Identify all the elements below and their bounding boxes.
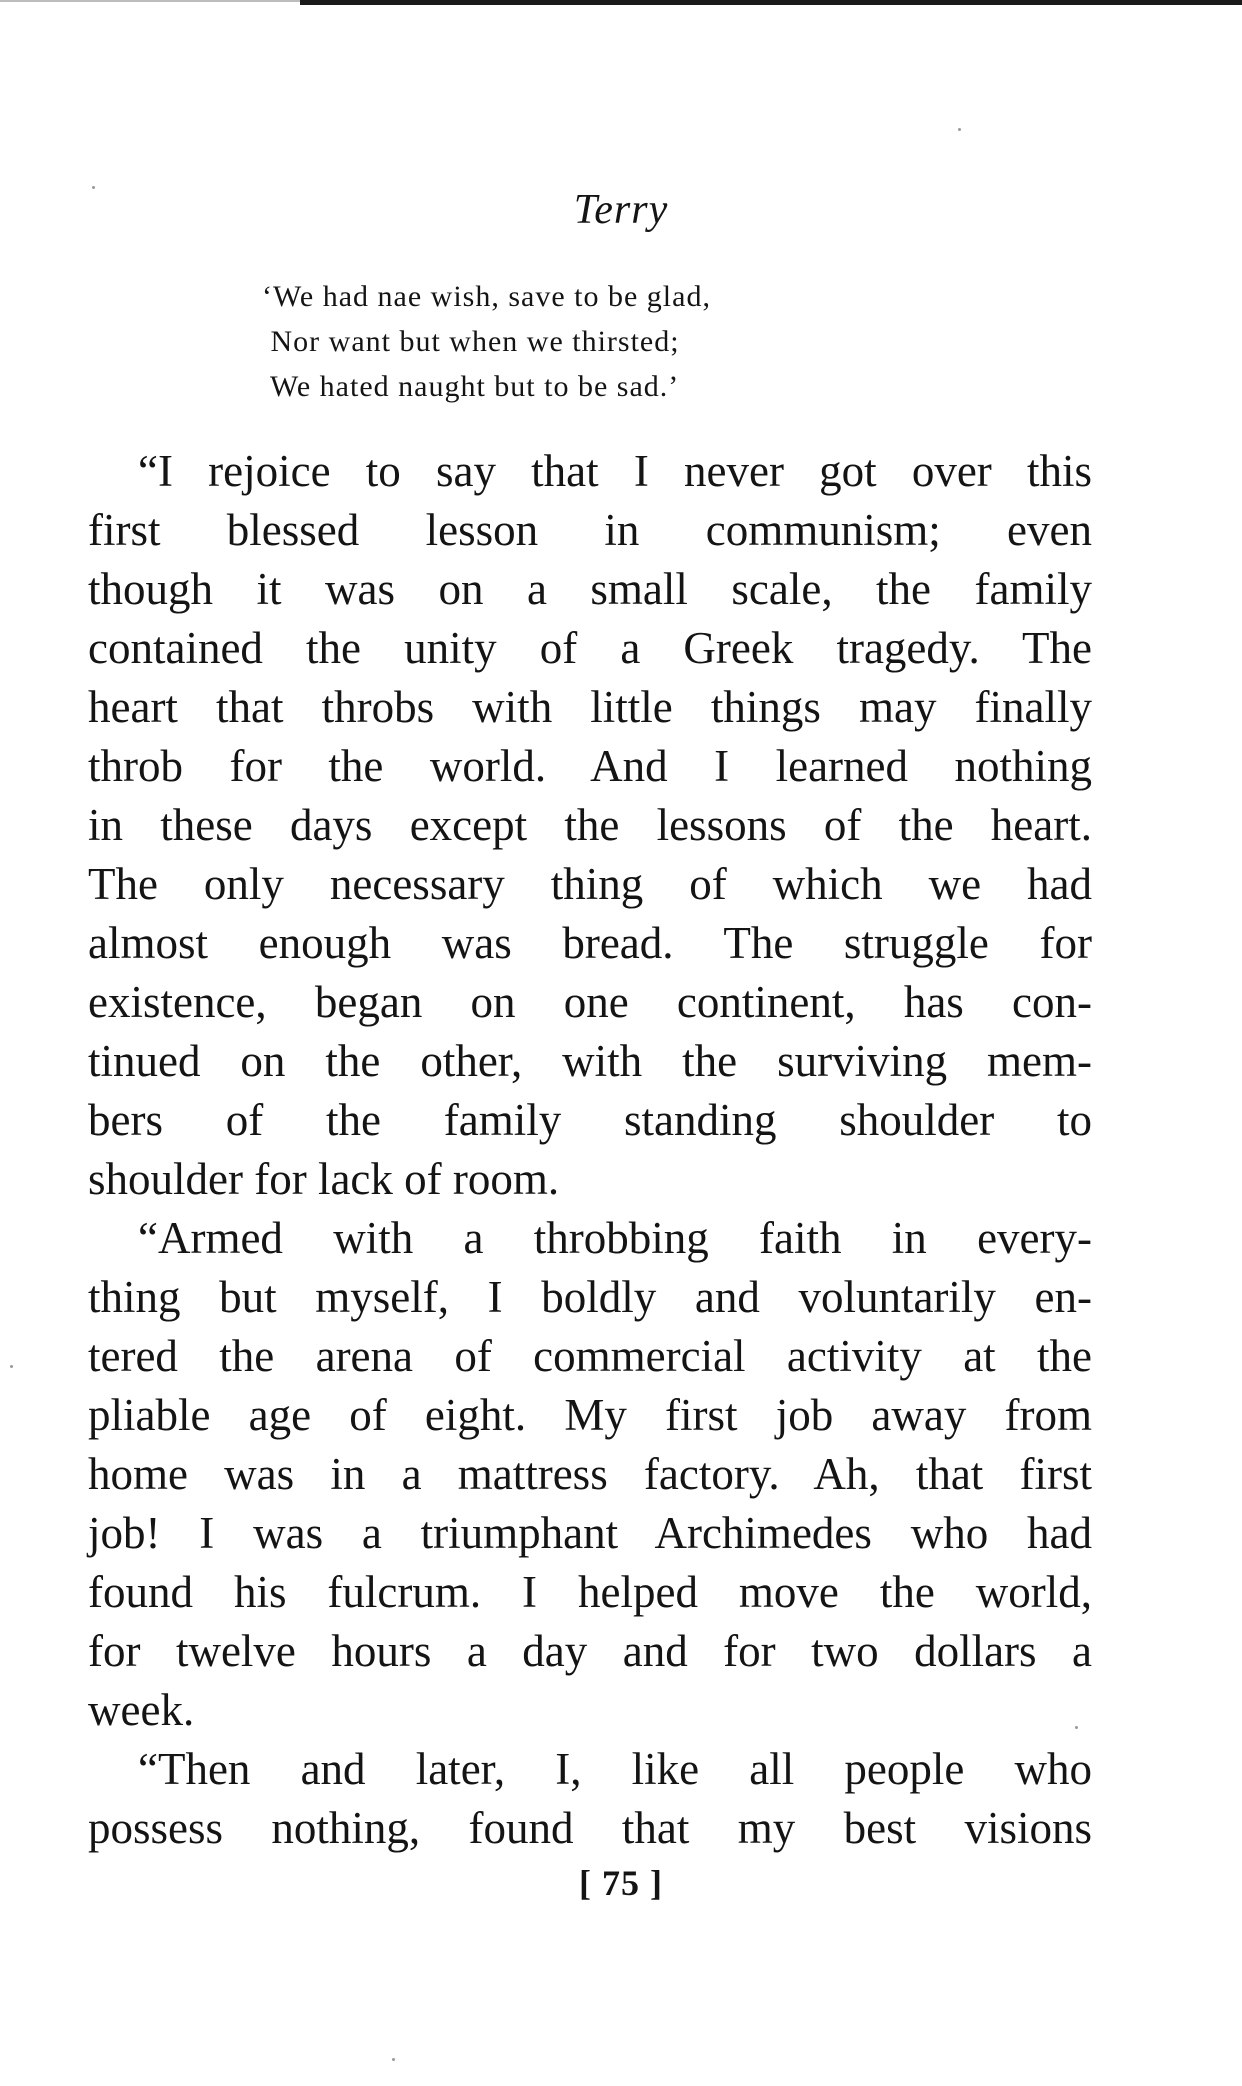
top-rule-thin xyxy=(0,0,300,2)
verse-line: We hated naught but to be sad.’ xyxy=(262,370,680,403)
paragraph-2-line: thing but myself, I boldly and voluntarily en- xyxy=(88,1272,1092,1322)
paragraph-2-line: job! I was a triumphant Archimedes who had xyxy=(88,1508,1092,1558)
scan-speck xyxy=(392,2058,395,2061)
paragraph-1-line: “I rejoice to say that I never got over this xyxy=(138,446,1092,496)
paragraph-1-line: first blessed lesson in communism; even xyxy=(88,505,1092,555)
paragraph-1-line: though it was on a small scale, the family xyxy=(88,564,1092,614)
running-head: Terry xyxy=(573,187,669,233)
scan-speck xyxy=(958,128,961,131)
top-rule xyxy=(300,0,1242,5)
paragraph-1-line: tinued on the other, with the surviving mem- xyxy=(88,1036,1092,1086)
paragraph-3-line: possess nothing, found that my best visions xyxy=(88,1803,1092,1853)
paragraph-3-line: “Then and later, I, like all people who xyxy=(138,1744,1092,1794)
paragraph-2-line: for twelve hours a day and for two dollars a xyxy=(88,1626,1092,1676)
scan-speck xyxy=(1075,1726,1078,1729)
paragraph-1-line: existence, began on one continent, has con- xyxy=(88,977,1092,1027)
paragraph-2-line: week. xyxy=(88,1685,195,1735)
paragraph-2-line: tered the arena of commercial activity at the xyxy=(88,1331,1092,1381)
paragraph-2-line: found his fulcrum. I helped move the world, xyxy=(88,1567,1092,1617)
paragraph-1-line: bers of the family standing shoulder to xyxy=(88,1095,1092,1145)
verse-line: ‘We had nae wish, save to be glad, xyxy=(262,280,711,313)
paragraph-1-line: The only necessary thing of which we had xyxy=(88,859,1092,909)
paragraph-1-line: almost enough was bread. The struggle for xyxy=(88,918,1092,968)
paragraph-1-line: shoulder for lack of room. xyxy=(88,1154,560,1204)
paragraph-1-line: heart that throbs with little things may finally xyxy=(88,682,1092,732)
paragraph-1-line: throb for the world. And I learned nothing xyxy=(88,741,1092,791)
scan-speck xyxy=(92,186,95,189)
paragraph-1-line: contained the unity of a Greek tragedy. The xyxy=(88,623,1092,673)
page-number: [ 75 ] xyxy=(579,1863,663,1903)
verse-quotation xyxy=(262,274,711,409)
paragraph-2-line: pliable age of eight. My first job away from xyxy=(88,1390,1092,1440)
paragraph-2-line: home was in a mattress factory. Ah, that first xyxy=(88,1449,1092,1499)
paragraph-1-line: in these days except the lessons of the heart. xyxy=(88,800,1092,850)
verse-line: Nor want but when we thirsted; xyxy=(262,325,680,358)
body-text xyxy=(88,442,1092,1858)
paragraph-2-line: “Armed with a throbbing faith in every- xyxy=(138,1213,1092,1263)
scan-speck xyxy=(10,1365,13,1368)
